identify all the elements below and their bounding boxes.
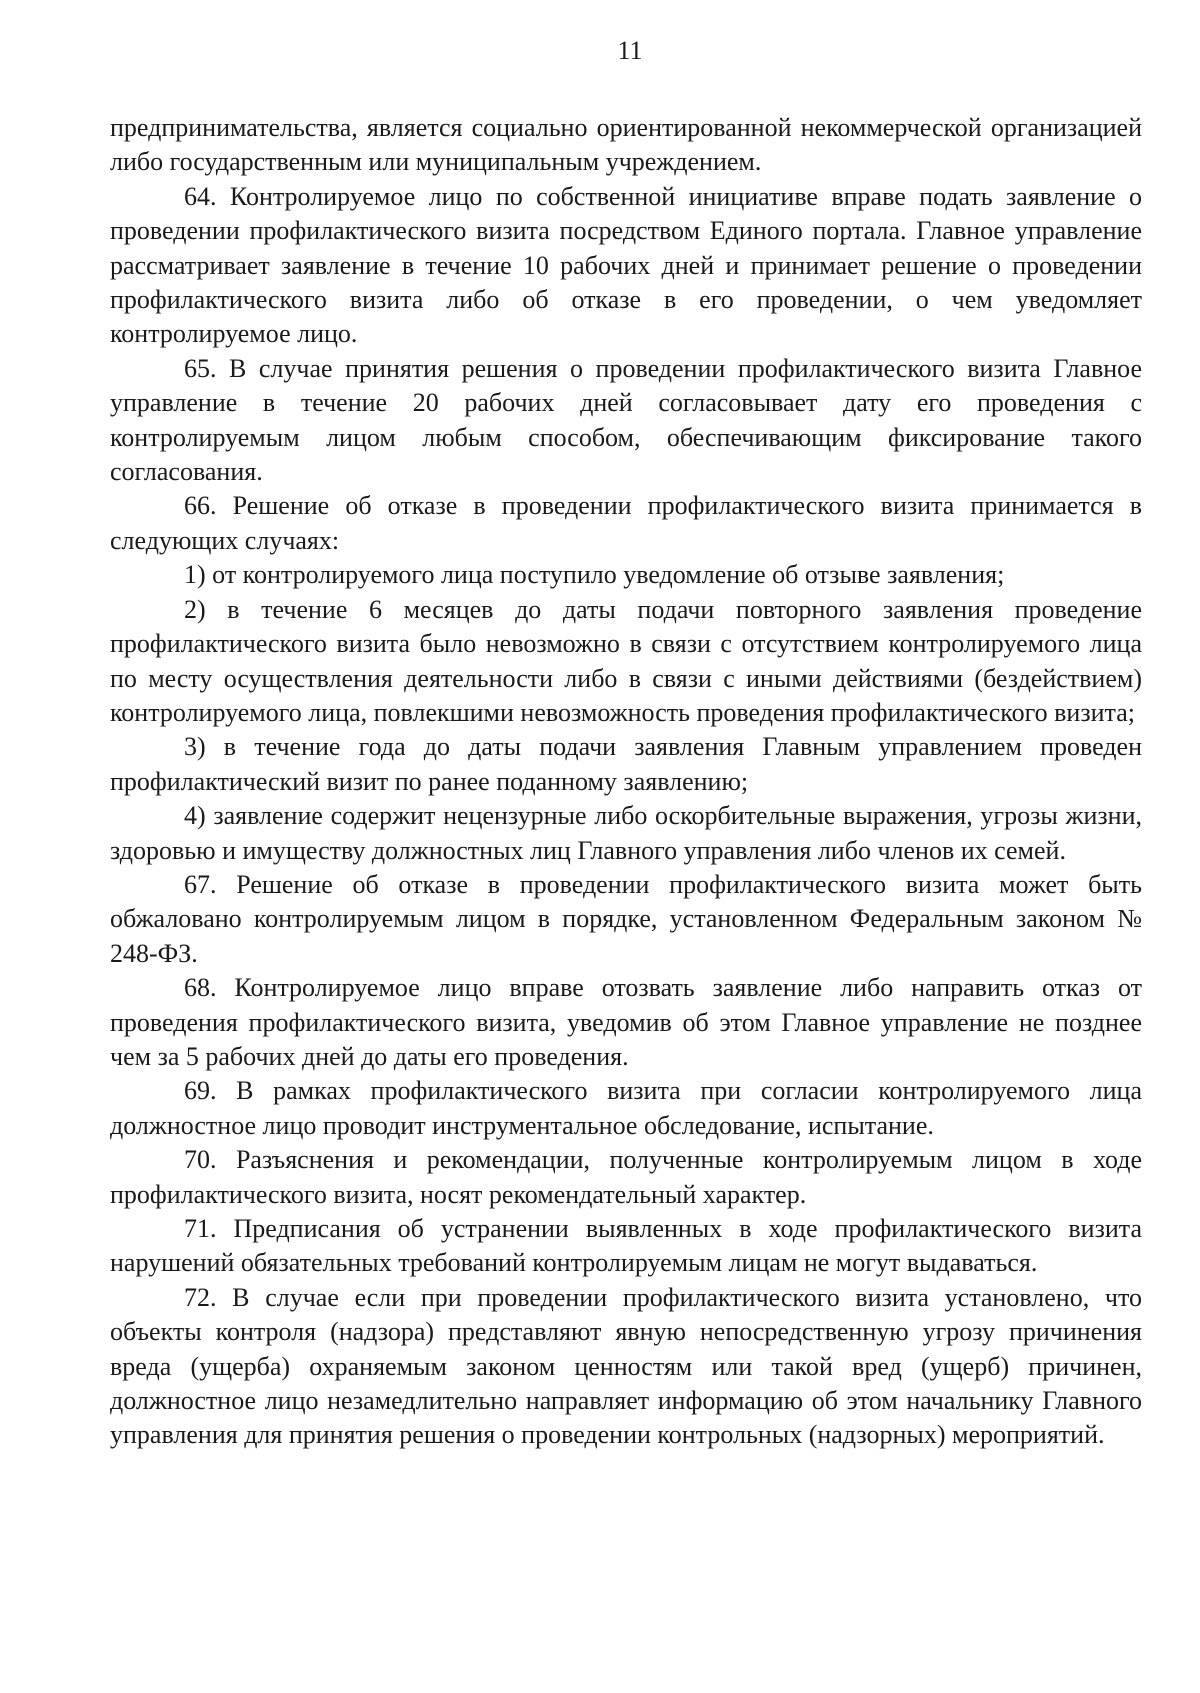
document-body <box>110 111 1142 1453</box>
list-item-66-3: 3) в течение года до даты подачи заявления Главным управлением проведен профилактический визит по ранее поданному заявлению; <box>110 732 1142 796</box>
paragraph-68: 68. Контролируемое лицо вправе отозвать заявление либо направить отказ от проведения профилактического визита, уведомив об этом Главное управление не позднее чем за 5 рабочих дней до даты его проведения. <box>110 973 1142 1071</box>
paragraph-70: 70. Разъяснения и рекомендации, полученные контролируемым лицом в ходе профилактического визита, носят рекомендательный характер. <box>110 1145 1142 1209</box>
paragraph-continuation: предпринимательства, является социально ориентированной некоммерческой организацией либо государственным или муниципальным учреждением. <box>110 113 1142 177</box>
list-item-66-1: 1) от контролируемого лица поступило уведомление об отзыве заявления; <box>184 560 1005 590</box>
paragraph-64: 64. Контролируемое лицо по собственной инициативе вправе подать заявление о проведении профилактического визита посредством Единого портала. Главное управление рассматривает заявление в течение 10 рабочих дней и принимает решение о проведении профилактического визита либо об отказе в его проведении, о чем уведомляет контролируемое лицо. <box>110 181 1142 349</box>
list-item-66-4: 4) заявление содержит нецензурные либо оскорбительные выражения, угрозы жизни, здоровью и имуществу должностных лиц Главного управления либо членов их семей. <box>110 801 1142 865</box>
paragraph-72: 72. В случае если при проведении профилактического визита установлено, что объекты контроля (надзора) представляют явную непосредственную угрозу причинения вреда (ущерба) охраняемым законом ценностям или такой вред (ущерб) причинен, должностное лицо незамедлительно направляет информацию об этом начальнику Главного управления для принятия решения о проведении контрольных (надзорных) мероприятий. <box>110 1282 1142 1450</box>
paragraph-65: 65. В случае принятия решения о проведении профилактического визита Главное управление в течение 20 рабочих дней согласовывает дату его проведения с контролируемым лицом любым способом, обеспечивающим фиксирование такого согласования. <box>110 353 1142 487</box>
paragraph-69: 69. В рамках профилактического визита при согласии контролируемого лица должностное лицо проводит инструментальное обследование, испытание. <box>110 1076 1142 1140</box>
paragraph-66: 66. Решение об отказе в проведении профилактического визита принимается в следующих случаях: <box>110 491 1142 555</box>
list-item-66-2: 2) в течение 6 месяцев до даты подачи повторного заявления проведение профилактического визита было невозможно в связи с отсутствием контролируемого лица по месту осуществления деятельности либо в связи с иными действиями (бездействием) контролируемого лица, повлекшими невозможность проведения профилактического визита; <box>110 594 1142 727</box>
paragraph-67: 67. Решение об отказе в проведении профилактического визита может быть обжаловано контролируемым лицом в порядке, установленном Федеральным законом № 248-ФЗ. <box>110 869 1142 968</box>
page-number: 11 <box>617 36 643 65</box>
paragraph-71: 71. Предписания об устранении выявленных в ходе профилактического визита нарушений обязательных требований контролируемым лицам не могут выдаваться. <box>110 1214 1142 1278</box>
